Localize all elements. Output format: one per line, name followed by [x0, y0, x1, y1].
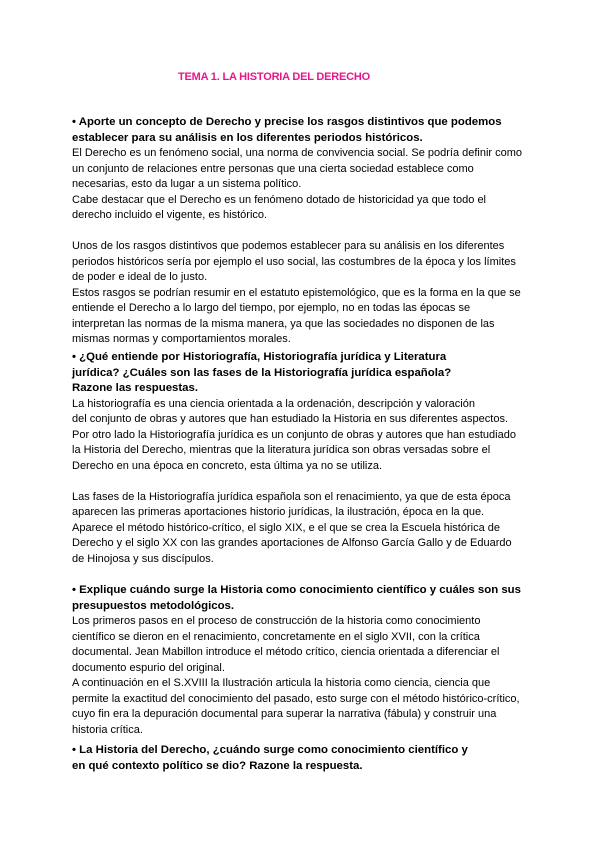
answer-line: Las fases de la Historiografía jurídica española son el renacimiento, ya que de esta época: [72, 490, 511, 503]
answer-line: periodos históricos sería por ejemplo el uso social, las costumbres de la época y los límites: [72, 255, 516, 268]
answer-line: documento espurio del original.: [72, 661, 225, 674]
answer-line: Unos de los rasgos distintivos que podemos establecer para su análisis en los diferentes: [72, 240, 505, 252]
answer-line: Estos rasgos se podrían resumir en el estatuto epistemológico, que es la forma en la que se: [72, 286, 521, 299]
question-line: establecer para su análisis en los diferentes periodos históricos.: [72, 131, 423, 144]
answer-line: cuyo fin era la depuración documental para superar la narrativa (fábula) y construir una: [72, 708, 497, 720]
answer-line: aparecen las primeras aportaciones historio jurídicas, la ilustración, época en la que.: [72, 506, 485, 518]
answer-line: Aparece el método histórico-crítico, el siglo XIX, e el que se crea la Escuela histórica de: [72, 521, 500, 534]
answer-line: un conjunto de relaciones entre personas que una cierta sociedad establece como: [72, 162, 474, 175]
answer-line: derecho incluido el vigente, es histórico.: [72, 209, 268, 221]
answer-line: documental. Jean Mabillon introduce el método crítico, ciencia orientada a diferenciar el: [72, 646, 500, 658]
answer-line: Derecho en una época en concreto, esta última ya no se utiliza.: [72, 459, 383, 472]
question-line: Razone las respuestas.: [72, 382, 198, 394]
answer-line: mismas normas y comportamientos morales.: [72, 333, 291, 345]
answer-line: A continuación en el S.XVIII la Ilustración articula la historia como ciencia, ciencia que: [72, 677, 491, 689]
question-line: • ¿Qué entiende por Historiografía, Historiografía jurídica y Literatura: [72, 351, 447, 363]
answer-line: de poder e ideal de lo justo.: [72, 271, 208, 283]
question-line: en qué contexto político se dio? Razone la respuesta.: [72, 759, 363, 772]
question-line: jurídica? ¿Cuáles son las fases de la Historiografía jurídica española?: [72, 366, 452, 379]
answer-line: La historiografía es una ciencia orientada a la ordenación, descripción y valoración: [72, 397, 475, 410]
question-line: • Aporte un concepto de Derecho y precise los rasgos distintivos que podemos: [72, 116, 502, 128]
answer-line: Cabe destacar que el Derecho es un fenómeno dotado de historicidad ya que todo el: [72, 193, 487, 206]
answer-line: de Hinojosa y sus discípulos.: [72, 552, 214, 565]
answer-line: Los primeros pasos en el proceso de construcción de la historia como conocimiento: [72, 615, 481, 627]
question-line: • La Historia del Derecho, ¿cuándo surge como conocimiento científico y: [72, 744, 468, 756]
answer-line: Por otro lado la Historiografía jurídica es un conjunto de obras y autores que han estudiado: [72, 428, 516, 441]
answer-line: historia crítica.: [72, 723, 143, 736]
answer-line: científico se dieron en el renacimiento, concretamente en el siglo XVII, con la crítica: [72, 630, 480, 643]
answer-line: entiende el Derecho a lo largo del tiempo, por ejemplo, no en todas las épocas se: [72, 302, 471, 314]
answer-line: Derecho y el siglo XX con las grandes aportaciones de Alfonso García Gallo y de Eduardo: [72, 537, 512, 549]
question-line: • Explique cuándo surge la Historia como conocimiento científico y cuáles son sus: [72, 584, 521, 596]
answer-line: interpretan las normas de la misma manera, ya que las sociedades no disponen de las: [72, 317, 495, 330]
answer-line: El Derecho es un fenómeno social, una norma de convivencia social. Se podría definir como: [72, 147, 523, 159]
section-1: [72, 115, 542, 348]
question-line: presupuestos metodológicos.: [72, 599, 235, 612]
answer-line: permite la exactitud del conocimiento del pasado, esto surge con el método histórico-crítico,: [72, 692, 520, 705]
document-title: TEMA 1. LA HISTORIA DEL DERECHO: [178, 71, 371, 83]
section-2: [72, 350, 542, 567]
answer-line: del conjunto de obras y autores que han estudiado la Historia en sus diferentes aspectos.: [72, 413, 508, 425]
section-4: [72, 743, 542, 774]
answer-line: la Historia del Derecho, mientras que la literatura jurídica son obras versadas sobre el: [72, 444, 491, 456]
section-3: [72, 583, 542, 738]
answer-line: necesarias, esto da lugar a un sistema político.: [72, 178, 302, 190]
